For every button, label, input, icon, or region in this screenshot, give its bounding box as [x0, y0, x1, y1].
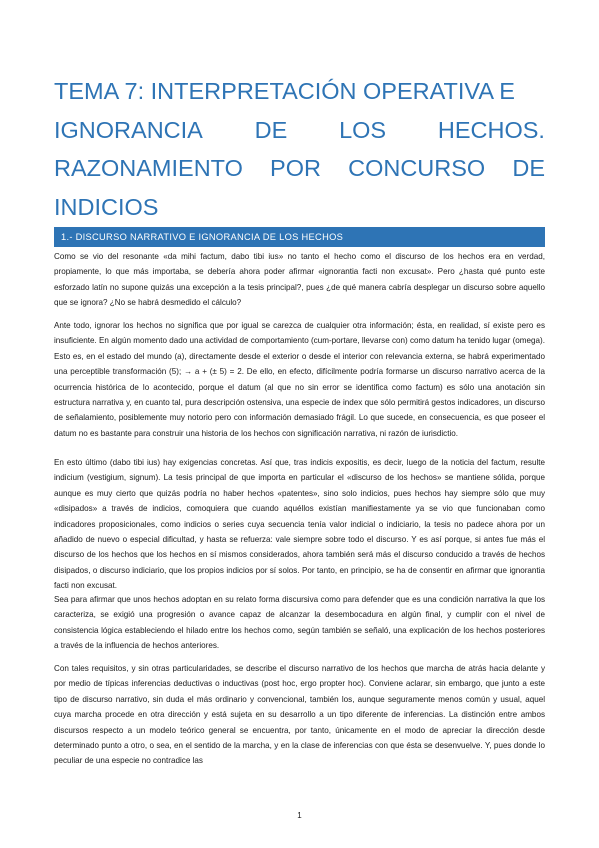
page-number: 1 [297, 811, 302, 820]
title-line-2 [54, 111, 545, 150]
page-title [54, 72, 545, 226]
body-paragraph-2: Ante todo, ignorar los hechos no significa que por igual se carezca de cualquier otra información; ésta, en realidad, sí existe pero es insuficiente. En algún momento dado una actividad de comportamiento (cum-portare, llevarse con) como datum ha tenido lugar (omega). Esto es, en el estado del mundo (a), directamente desde el exterior o desde el interior con relevancia externa, se habrá experimentado una perceptible transformación (5); → a + (± 5) = 2. De ello, en efecto, difícilmente podría formarse un discurso narrativo acerca de la ocurrencia histórica de lo acontecido, porque el datum (al que no sin error se identifica como factum) es sólo una anotación sin estructura narrativa y, en cuanto tal, pura descripción ostensiva, una especie de index que sólo permitirá gestos indicadores, un discurso de señalamiento, posiblemente muy notorio pero con información demasiado frágil. Lo que sucede, en consecuencia, es que poseer el datum no es bastante para construir una historia de los hechos con significación narrativa, ni razón de iurisdictio. [54, 321, 545, 438]
title-word: DE [254, 116, 288, 143]
title-word: RAZONAMIENTO [54, 155, 243, 181]
title-line-1: TEMA 7: INTERPRETACIÓN OPERATIVA E [54, 78, 515, 104]
title-line-3 [54, 149, 545, 188]
body-paragraph-1: Como se vio del resonante «da mihi factum, dabo tibi ius» no tanto el hecho como el discurso de los hechos era en verdad, propiamente, lo que más importaba, se debería ahora poder afirmar «ignorantia facti non excusat». Pero ¿hasta qué punto este esforzado latín no supone quizás una excepción a la tesis principal?, pues ¿de qué manera cabría desplegar un discurso sobre aquello que se ignora? ¿No se habrá desmedido el cálculo? [54, 252, 545, 308]
section-heading: 1.- DISCURSO NARRATIVO E IGNORANCIA DE LOS HECHOS [54, 227, 545, 247]
body-paragraph-5: Con tales requisitos, y sin otras particularidades, se describe el discurso narrativo de los hechos que marcha de atrás hacia delante y por medio de típicas inferencias deductivas o inductivas (post hoc, ergo propter hoc). Conviene aclarar, sin embargo, que junto a este tipo de discurso narrativo, sin duda el más ordinario y convencional, también los, aunque seguramente menos común y usual, aquel cuya marcha procede en otra dirección y está sujeta en su desarrollo a un tipo diferente de inferencias. La distinción entre ambos discursos respecto a un modelo teórico general se encuentra, por tanto, únicamente en el modo de apreciar la dirección desde determinado punto a otro, o sea, en el sentido de la marcha, y en la clase de inferencias con que ésta se desenvuelve. Y, pues donde lo peculiar de una especie no contradice las [54, 664, 545, 766]
title-word: CONCURSO [348, 155, 486, 181]
title-word: POR [270, 155, 321, 181]
title-word: IGNORANCIA [54, 116, 203, 143]
title-word: HECHOS. [437, 116, 545, 143]
title-line-4: INDICIOS [54, 193, 159, 220]
title-word: DE [512, 155, 545, 181]
body-paragraph-3: En esto último (dabo tibi ius) hay exigencias concretas. Así que, tras indicis expositis, es decir, luego de la noticia del factum, resulte indicium (vestigium, signum). La tesis principal de que importa en particular el «discurso de los hechos» se mantiene sólida, porque aunque es muy cierto que quizás podría no haber hechos «patentes», sino solo indicios, pues hechos hay siempre sólo que muy «disipados» a través de indicios, comoquiera que cuando aquéllos existían manifiestamente ya se vio que funcionaban como indicadores proposicionales, como indicios o series cuya secuencia tenía valor indicial o indiciario, la tesis no padece ahora por un añadido de nuevo o especial dificultad, y hasta se refuerza: vale siempre sobre todo el discurso. Y es así porque, si antes fue más el discurso de los hechos que los hechos en sí mismos considerados, ahora también será más el discurso conducido a través de hechos disipados, o discurso indiciario, que los propios indicios por sí solos. Por tanto, en principio, se ha de consentir en afirmar que ignorantia facti non excusat. [54, 458, 545, 591]
title-word: LOS [339, 116, 387, 143]
body-paragraph-4: Sea para afirmar que unos hechos adoptan en su relato forma discursiva como para defender que es una condición narrativa la que los caracteriza, se exigió una progresión o avance capaz de alcanzar la desembocadura en algún final, y cumplir con el nivel de consistencia lógica estableciendo el hilado entre los hechos como, según también se señaló, una explicación de los hechos posteriores a través de la influencia de hechos anteriores. [54, 595, 545, 651]
